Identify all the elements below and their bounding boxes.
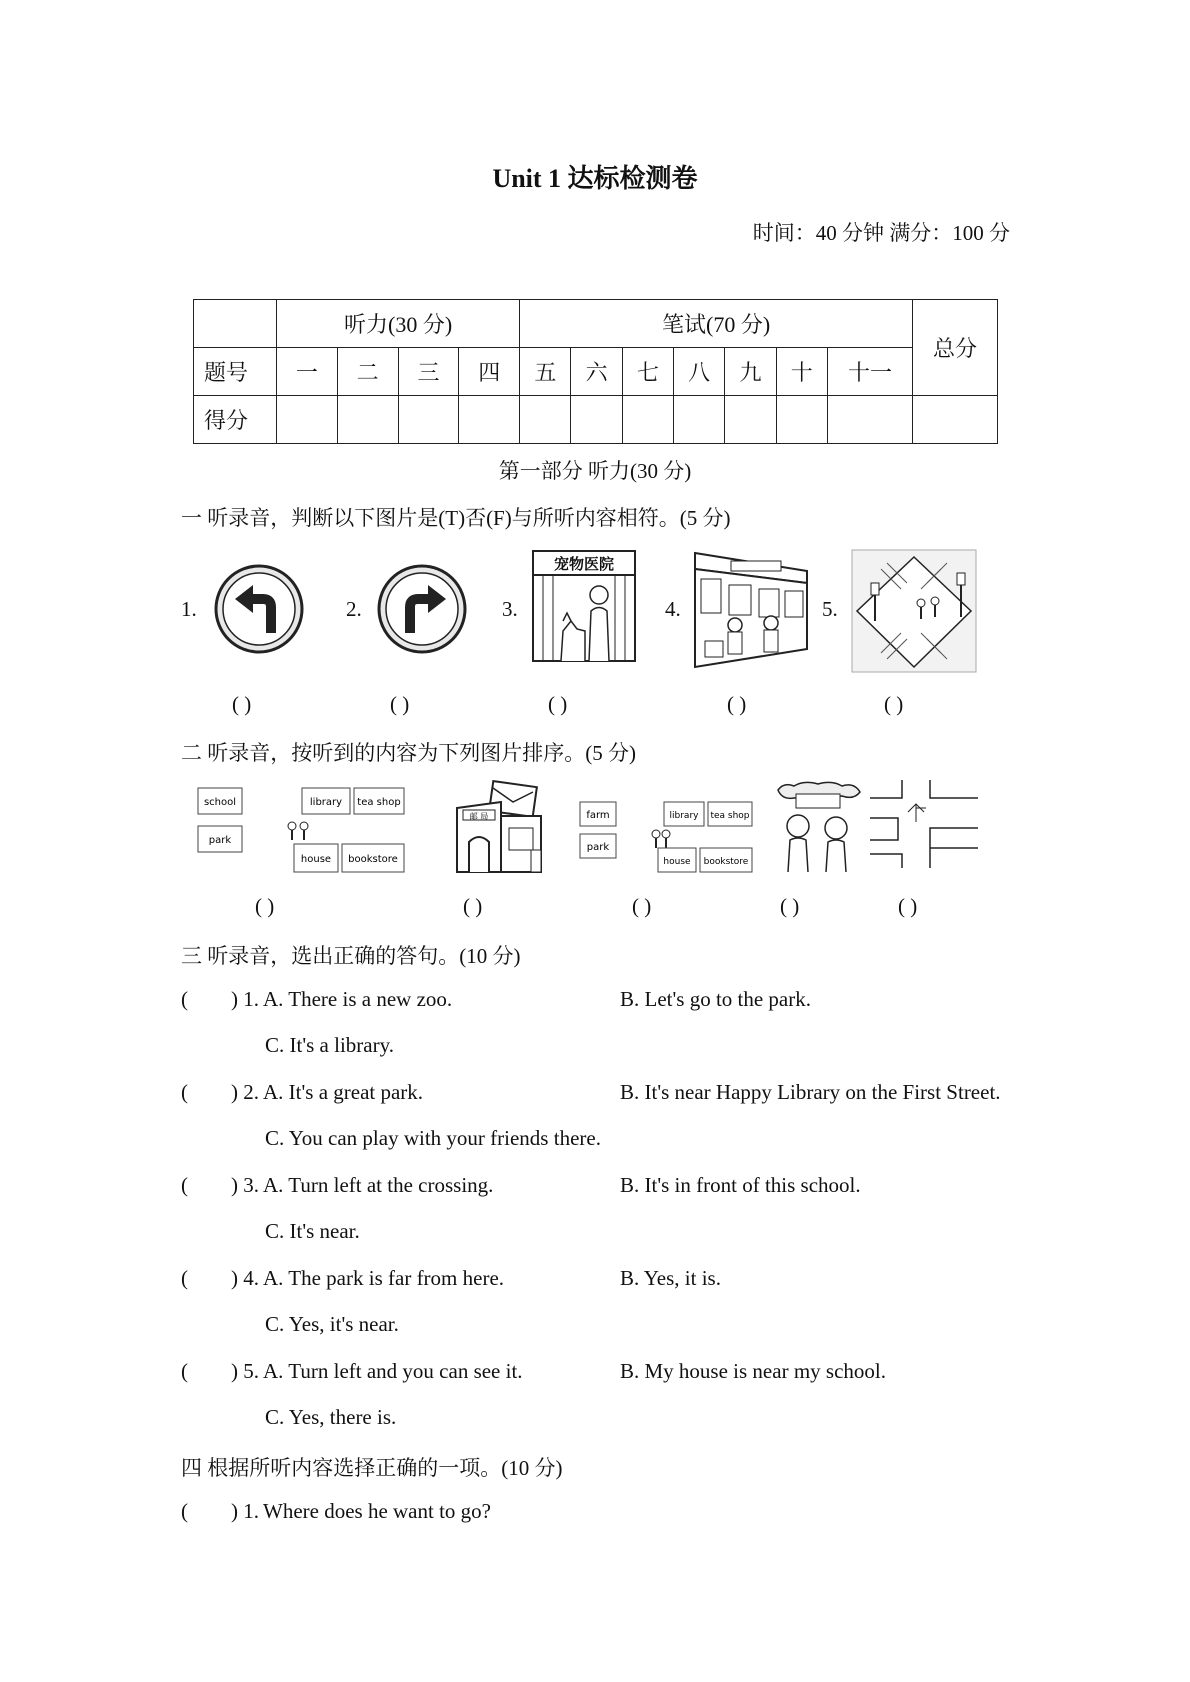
score-cell[interactable] — [674, 396, 725, 444]
score-cell[interactable] — [520, 396, 571, 444]
children-asking-way-icon — [774, 780, 862, 876]
map-school-park-icon — [196, 786, 246, 856]
total-header: 总分 — [913, 300, 998, 396]
row-label-number: 题号 — [194, 348, 277, 396]
question-number: ) 1. — [231, 987, 259, 1011]
option-c: C. You can play with your friends there. — [265, 1126, 601, 1150]
score-cell[interactable] — [337, 396, 398, 444]
map-label: bookstore — [348, 854, 398, 865]
table-corner-cell — [194, 300, 277, 348]
score-cell[interactable] — [725, 396, 776, 444]
option-c: C. It's a library. — [265, 1033, 394, 1057]
question-number: ) 1. — [231, 1499, 259, 1523]
question-number: ) 5. — [231, 1359, 259, 1383]
map-label: library — [669, 811, 699, 821]
turn-right-sign-icon — [376, 563, 468, 655]
map-label: bookstore — [703, 857, 749, 867]
answer-blank[interactable]: ( ) — [632, 894, 652, 918]
score-cell[interactable] — [277, 396, 338, 444]
shop-street-icon — [691, 549, 811, 671]
map-label: park — [586, 842, 610, 853]
section4-heading: 四 根据所听内容选择正确的一项。(10 分) — [181, 1456, 563, 1480]
answer-paren[interactable]: ( — [181, 1266, 188, 1290]
column-header: 三 — [398, 348, 459, 396]
option-a: A. It's a great park. — [263, 1080, 424, 1104]
option-b: B. It's in front of this school. — [620, 1173, 861, 1197]
item-number: 5. — [822, 597, 838, 621]
map-label: school — [203, 797, 237, 808]
option-c: C. It's near. — [265, 1219, 360, 1243]
answer-blank[interactable]: ( ) — [390, 692, 410, 716]
time-score-info: 时间：40 分钟 满分：100 分 — [752, 221, 1010, 245]
answer-paren[interactable]: ( — [181, 1499, 188, 1523]
map-label: tea shop — [710, 811, 750, 821]
score-cell[interactable] — [398, 396, 459, 444]
score-table — [193, 299, 998, 444]
column-header: 十一 — [828, 348, 913, 396]
map-label: library — [309, 797, 343, 808]
score-cell[interactable] — [571, 396, 622, 444]
section1-heading: 一 听录音，判断以下图片是(T)否(F)与所听内容相符。(5 分) — [181, 506, 731, 530]
answer-blank[interactable]: ( ) — [884, 692, 904, 716]
item-number: 4. — [665, 597, 681, 621]
option-c: C. Yes, it's near. — [265, 1312, 399, 1336]
column-header: 八 — [674, 348, 725, 396]
map-library-bookstore-icon — [282, 786, 408, 876]
column-header: 五 — [520, 348, 571, 396]
answer-blank[interactable]: ( ) — [548, 692, 568, 716]
map-library-bookstore-icon — [650, 800, 756, 876]
map-farm-park-icon — [578, 800, 618, 862]
writing-header: 笔试(70 分) — [520, 300, 913, 348]
pet-hospital-sign: 宠物医院 — [553, 555, 615, 573]
row-label-score: 得分 — [194, 396, 277, 444]
option-a: A. The park is far from here. — [263, 1266, 505, 1290]
column-header: 二 — [337, 348, 398, 396]
option-b: B. My house is near my school. — [620, 1359, 886, 1383]
answer-blank[interactable]: ( ) — [898, 894, 918, 918]
answer-paren[interactable]: ( — [181, 1359, 188, 1383]
answer-blank[interactable]: ( ) — [255, 894, 275, 918]
map-label: farm — [586, 810, 610, 821]
answer-blank[interactable]: ( ) — [232, 692, 252, 716]
turn-left-sign-icon — [213, 563, 305, 655]
answer-blank[interactable]: ( ) — [463, 894, 483, 918]
listening-header: 听力(30 分) — [277, 300, 520, 348]
option-b: B. Yes, it is. — [620, 1266, 721, 1290]
answer-paren[interactable]: ( — [181, 1080, 188, 1104]
option-b: B. Let's go to the park. — [620, 987, 811, 1011]
part-one-heading: 第一部分 听力(30 分) — [498, 459, 692, 483]
question-number: ) 4. — [231, 1266, 259, 1290]
total-score-cell[interactable] — [913, 396, 998, 444]
column-header: 七 — [622, 348, 673, 396]
score-cell[interactable] — [622, 396, 673, 444]
map-label: park — [208, 835, 232, 846]
pet-hospital-icon — [531, 549, 637, 664]
column-header: 一 — [277, 348, 338, 396]
item-number: 2. — [346, 597, 362, 621]
answer-blank[interactable]: ( ) — [727, 692, 747, 716]
column-header: 九 — [725, 348, 776, 396]
post-office-icon — [453, 780, 549, 876]
section3-heading: 三 听录音，选出正确的答句。(10 分) — [181, 944, 521, 968]
post-office-sign: 邮 局 — [469, 812, 489, 821]
map-label: tea shop — [357, 797, 401, 808]
answer-blank[interactable]: ( ) — [780, 894, 800, 918]
map-label: house — [300, 854, 332, 865]
score-cell[interactable] — [459, 396, 520, 444]
question-number: ) 2. — [231, 1080, 259, 1104]
page-title: Unit 1 达标检测卷 — [492, 164, 698, 193]
score-cell[interactable] — [828, 396, 913, 444]
column-header: 十 — [776, 348, 827, 396]
section2-heading: 二 听录音，按听到的内容为下列图片排序。(5 分) — [181, 741, 636, 765]
item-number: 3. — [502, 597, 518, 621]
column-header: 四 — [459, 348, 520, 396]
score-cell[interactable] — [776, 396, 827, 444]
option-a: A. Turn left at the crossing. — [263, 1173, 494, 1197]
answer-paren[interactable]: ( — [181, 1173, 188, 1197]
map-label: house — [663, 857, 691, 867]
column-header: 六 — [571, 348, 622, 396]
street-map-icon — [868, 778, 980, 870]
item-number: 1. — [181, 597, 197, 621]
question-text: Where does he want to go? — [263, 1499, 491, 1523]
answer-paren[interactable]: ( — [181, 987, 188, 1011]
crossing-icon — [851, 549, 977, 673]
option-a: A. There is a new zoo. — [263, 987, 453, 1011]
question-number: ) 3. — [231, 1173, 259, 1197]
option-c: C. Yes, there is. — [265, 1405, 397, 1429]
option-a: A. Turn left and you can see it. — [263, 1359, 523, 1383]
option-b: B. It's near Happy Library on the First Street. — [620, 1080, 1001, 1104]
